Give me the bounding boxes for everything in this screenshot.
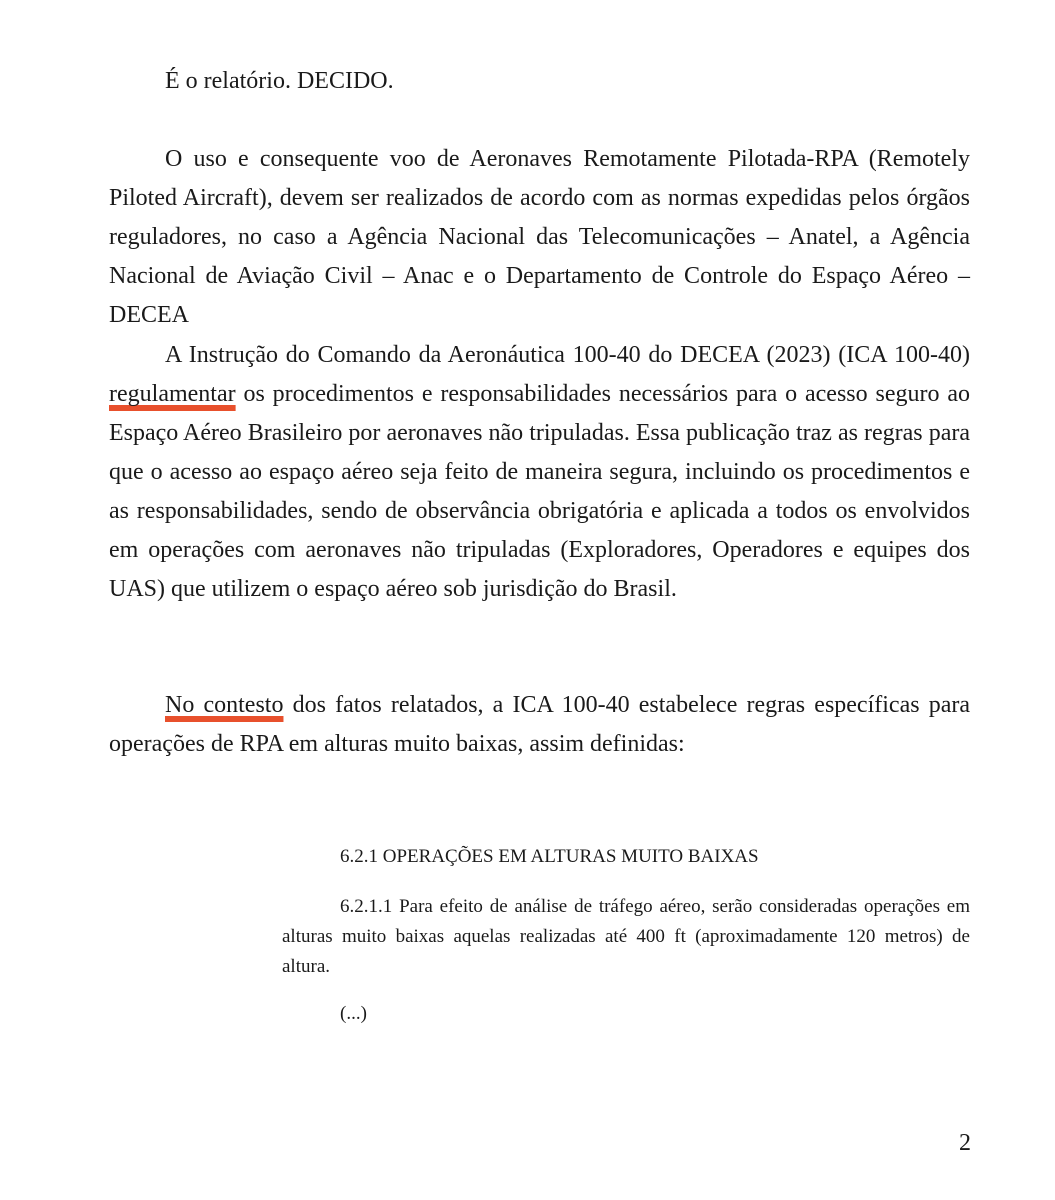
- quote-text: 6.2.1.1 Para efeito de análise de tráfego aéreo, serão consideradas operações em alturas muito baixas aquelas realizadas até 400 ft (aproximadamente 120 metros) de altura.: [282, 896, 970, 977]
- paragraph-ica-100-40: [109, 336, 970, 609]
- page-number: 2: [959, 1130, 971, 1156]
- paragraph-rpa-regulation: O uso e consequente voo de Aeronaves Remotamente Pilotada-RPA (Remotely Piloted Aircraft), devem ser realizados de acordo com as normas expedidas pelos órgãos reguladores, no caso a Agência Nacional das Telecomunicações – Anatel, a Agência Nacional de Aviação Civil – Anac e o Departamento de Controle do Espaço Aéreo – DECEA: [109, 146, 970, 328]
- highlighted-phrase-no-contesto: No contesto: [165, 692, 284, 718]
- quote-ellipsis: (...): [340, 1003, 367, 1024]
- quote-heading: 6.2.1 OPERAÇÕES EM ALTURAS MUITO BAIXAS: [340, 846, 759, 867]
- paragraph-ica-text-after: os procedimentos e responsabilidades necessários para o acesso seguro ao Espaço Aéreo Brasileiro por aeronaves não tripuladas. Essa publicação traz as regras para que o acesso ao espaço aéreo seja feito de maneira segura, incluindo os procedimentos e as responsabilidades, sendo de observância obrigatória e aplicada a todos os envolvidos em operações com aeronaves não tripuladas (Exploradores, Operadores e equipes dos UAS) que utilizem o espaço aéreo sob jurisdição do Brasil.: [109, 381, 970, 602]
- paragraph-context: [109, 686, 970, 764]
- paragraph-context-text-after: dos fatos relatados, a ICA 100-40 estabelece regras específicas para operações de RPA em alturas muito baixas, assim definidas:: [109, 692, 971, 757]
- paragraph-ica-text-before: A Instrução do Comando da Aeronáutica 100-40 do DECEA (2023) (ICA 100-40): [165, 342, 970, 368]
- opening-line: É o relatório. DECIDO.: [165, 68, 394, 94]
- highlighted-word-regulamentar: regulamentar: [109, 381, 236, 407]
